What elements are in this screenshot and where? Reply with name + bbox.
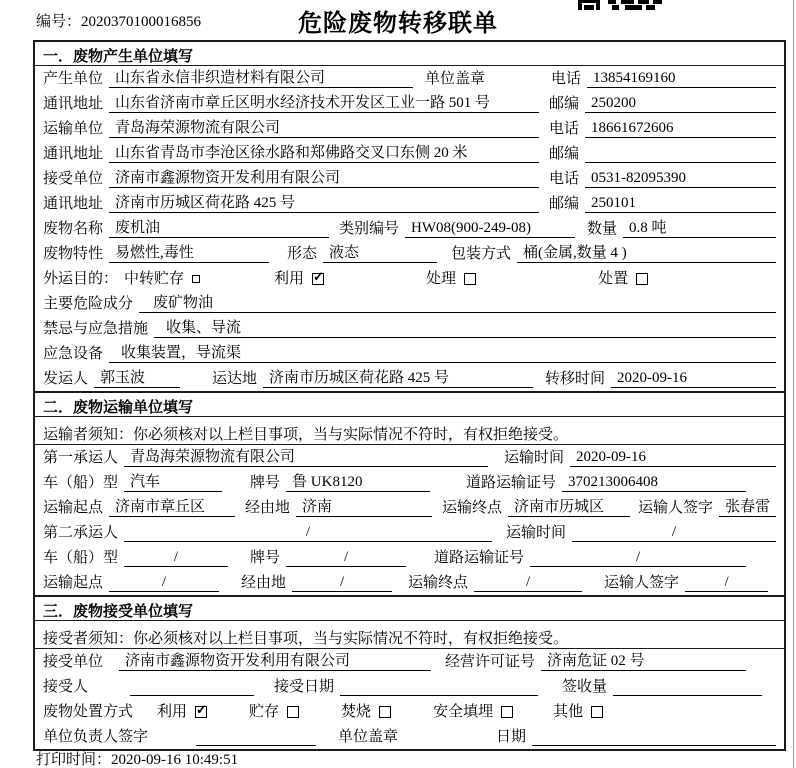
producer-zip-value: 250200 — [585, 94, 776, 113]
row-producer-unit — [35, 66, 784, 91]
option-label: 利用 — [274, 271, 305, 287]
section3-title: 三．废物接受单位填写 — [35, 597, 784, 621]
packing-label: 包装方式 — [451, 246, 512, 262]
address-label: 通讯地址 — [43, 96, 104, 112]
utilize-checkbox — [312, 273, 324, 285]
transfer-date-value: 2020-09-16 — [611, 369, 776, 388]
option-label: 其他 — [553, 704, 584, 720]
emergency-value: 收集、导流 — [154, 319, 776, 338]
disposal-option-other — [553, 703, 603, 721]
row-receiving-unit — [35, 649, 784, 674]
received-qty-label: 签收量 — [562, 679, 608, 695]
transporter-notice: 运输者须知：你必须核对以上栏目事项，当与实际情况不符时，有权拒绝接受。 — [35, 417, 784, 445]
row-transfer-purpose — [35, 266, 784, 291]
origin-label: 运输起点 — [43, 575, 104, 591]
destination-place-label: 运达地 — [212, 371, 258, 387]
via-label: 经由地 — [241, 575, 287, 591]
dispose-checkbox — [636, 273, 648, 285]
row-emergency-measures — [35, 316, 784, 341]
option-label: 处置 — [598, 271, 629, 287]
disposal-option-utilize — [157, 703, 207, 721]
vehicle-type-label: 车（船）型 — [43, 550, 119, 566]
row-disposal-method — [35, 699, 784, 724]
print-time-line — [36, 748, 238, 768]
via-label: 经由地 — [245, 500, 291, 516]
phone-label: 电话 — [551, 71, 582, 87]
second-destination-value: / — [474, 573, 582, 592]
quantity-value: 0.8 吨 — [623, 219, 776, 238]
receiver-phone-value: 0531-82095390 — [585, 169, 776, 188]
plate-value: 鲁 UK8120 — [286, 473, 430, 492]
row-receiver-unit — [35, 166, 784, 191]
receive-date-label: 接受日期 — [274, 679, 335, 695]
received-qty-value — [613, 695, 762, 696]
address-label: 通讯地址 — [43, 196, 104, 212]
destination-label: 运输终点 — [442, 500, 503, 516]
section-receiver — [33, 595, 786, 751]
row-shipper — [35, 366, 784, 391]
receiver-unit-value: 济南市鑫源物资开发利用有限公司 — [109, 169, 539, 188]
road-permit-label: 道路运输证号 — [466, 475, 557, 491]
disposal-landfill-checkbox — [501, 706, 513, 718]
plate-label: 牌号 — [250, 550, 281, 566]
serial-label: 编号： — [36, 14, 82, 30]
purpose-option-utilize — [274, 270, 324, 288]
section2-title: 二．废物运输单位填写 — [35, 393, 784, 417]
row-producer-address — [35, 91, 784, 116]
road-permit-value: 370213006408 — [562, 473, 746, 492]
disposal-option-landfill — [433, 703, 513, 721]
producer-unit-label: 产生单位 — [43, 71, 104, 87]
row-emergency-equipment — [35, 341, 784, 366]
section-producer — [33, 40, 786, 393]
row-responsible-signature — [35, 724, 784, 749]
equipment-value: 收集装置，导流渠 — [109, 344, 776, 363]
row-second-route — [35, 570, 784, 595]
unit-seal-label: 单位盖章 — [338, 729, 399, 745]
receiving-unit-label: 接受单位 — [43, 654, 104, 670]
purpose-option-transfer-storage — [124, 270, 200, 288]
section-transporter — [33, 391, 786, 597]
row-second-vehicle — [35, 545, 784, 570]
transporter-phone-value: 18661672606 — [585, 119, 776, 138]
waste-name-value: 废机油 — [109, 219, 329, 238]
row-first-vehicle — [35, 470, 784, 495]
purpose-label: 外运目的： — [43, 271, 119, 287]
transport-time-label: 运输时间 — [506, 525, 567, 541]
transporter-address-value: 山东省青岛市李沧区徐水路和郑佛路交叉口东侧 20 米 — [109, 144, 539, 163]
disposal-incinerate-checkbox — [379, 706, 391, 718]
vehicle-type-label: 车（船）型 — [43, 475, 119, 491]
road-permit-label: 道路运输证号 — [434, 550, 525, 566]
characteristics-value: 易燃性,毒性 — [109, 244, 269, 263]
treat-checkbox — [464, 273, 476, 285]
transfer-time-label: 转移时间 — [545, 371, 606, 387]
transport-time-label: 运输时间 — [504, 450, 565, 466]
option-label: 处理 — [426, 271, 457, 287]
section1-title: 一．废物产生单位填写 — [35, 42, 784, 66]
option-label: 利用 — [157, 704, 188, 720]
zip-label: 邮编 — [549, 196, 580, 212]
equipment-label: 应急设备 — [43, 346, 104, 362]
receiver-zip-value: 250101 — [585, 194, 776, 213]
transporter-unit-label: 运输单位 — [43, 121, 104, 137]
receiving-unit-value: 济南市鑫源物资开发利用有限公司 — [119, 652, 431, 671]
vehicle-type-value: 汽车 — [124, 473, 222, 492]
row-waste-name — [35, 216, 784, 241]
recipient-label: 接受人 — [43, 679, 89, 695]
transfer-storage-checkbox — [192, 275, 200, 283]
first-carrier-label: 第一承运人 — [43, 450, 119, 466]
manifest-form — [33, 40, 786, 751]
purpose-option-treat — [426, 270, 476, 288]
plate-label: 牌号 — [250, 475, 281, 491]
option-label: 安全填埋 — [433, 704, 494, 720]
disposal-utilize-checkbox — [195, 706, 207, 718]
license-value: 济南危证 02 号 — [541, 652, 746, 671]
carrier-sign-value: 张春雷 — [719, 498, 776, 517]
form-state-label: 形态 — [287, 246, 318, 262]
disposal-storage-checkbox — [287, 706, 299, 718]
shipper-value: 郭玉波 — [94, 369, 180, 388]
document-title: 危险废物转移联单 — [298, 11, 498, 37]
destination-label: 运输终点 — [408, 575, 469, 591]
row-hazard-components — [35, 291, 784, 316]
responsible-sign-value — [196, 745, 316, 746]
characteristics-label: 废物特性 — [43, 246, 104, 262]
first-carrier-time-value: 2020-09-16 — [570, 448, 776, 467]
row-transporter-address — [35, 141, 784, 166]
destination-place-value: 济南市历城区荷花路 425 号 — [263, 369, 533, 388]
print-time-value: 2020-09-16 10:49:51 — [111, 752, 239, 768]
via-value: 济南 — [296, 498, 432, 517]
row-recipient — [35, 674, 784, 699]
producer-address-value: 山东省济南市章丘区明水经济技术开发区工业一路 501 号 — [109, 94, 539, 113]
option-label: 中转贮存 — [124, 271, 185, 287]
qr-code-fragment-icon — [578, 0, 662, 11]
category-code-value: HW08(900-249-08) — [405, 219, 575, 238]
carrier-sign-label: 运输人签字 — [604, 575, 680, 591]
print-time-label: 打印时间： — [36, 752, 112, 768]
origin-value: 济南市章丘区 — [109, 498, 235, 517]
form-state-value: 液态 — [323, 244, 437, 263]
option-label: 贮存 — [249, 704, 280, 720]
disposal-method-label: 废物处置方式 — [43, 704, 134, 720]
address-label: 通讯地址 — [43, 146, 104, 162]
first-carrier-value: 青岛海荣源物流有限公司 — [124, 448, 488, 467]
row-receiver-address — [35, 191, 784, 216]
phone-label: 电话 — [549, 171, 580, 187]
carrier-sign-label: 运输人签字 — [638, 500, 714, 516]
second-vehicle-type-value: / — [124, 548, 228, 567]
receiver-address-value: 济南市历城区荷花路 425 号 — [109, 194, 539, 213]
phone-label: 电话 — [549, 121, 580, 137]
second-road-permit-value: / — [530, 548, 746, 567]
zip-label: 邮编 — [549, 146, 580, 162]
receiver-unit-label: 接受单位 — [43, 171, 104, 187]
second-carrier-label: 第二承运人 — [43, 525, 119, 541]
second-carrier-value: / — [124, 523, 492, 542]
row-first-carrier — [35, 445, 784, 470]
row-first-route — [35, 495, 784, 520]
date-value — [532, 745, 776, 746]
option-label: 焚烧 — [341, 704, 372, 720]
row-second-carrier — [35, 520, 784, 545]
producer-unit-value: 山东省永信非织造材料有限公司 — [109, 69, 413, 88]
origin-label: 运输起点 — [43, 500, 104, 516]
disposal-option-incinerate — [341, 703, 391, 721]
date-label: 日期 — [496, 729, 527, 745]
second-origin-value: / — [109, 573, 219, 592]
zip-label: 邮编 — [549, 96, 580, 112]
second-carrier-sign-value: / — [685, 573, 768, 592]
scan-edge-artifact — [793, 0, 794, 768]
disposal-other-checkbox — [591, 706, 603, 718]
packing-value: 桶(金属,数量 4 ) — [517, 244, 776, 263]
serial-number: 2020370100016856 — [81, 14, 202, 30]
row-waste-characteristics — [35, 241, 784, 266]
shipper-label: 发运人 — [43, 371, 89, 387]
producer-phone-value: 13854169160 — [587, 69, 776, 88]
purpose-option-dispose — [598, 270, 648, 288]
second-via-value: / — [292, 573, 392, 592]
hazard-label: 主要危险成分 — [43, 296, 134, 312]
responsible-sign-label: 单位负责人签字 — [43, 729, 149, 745]
receive-date-value — [340, 695, 538, 696]
waste-name-label: 废物名称 — [43, 221, 104, 237]
category-code-label: 类别编号 — [339, 221, 400, 237]
destination-value: 济南市历城区 — [508, 498, 630, 517]
second-plate-value: / — [286, 548, 406, 567]
second-carrier-time-value: / — [572, 523, 776, 542]
recipient-value — [130, 695, 254, 696]
unit-seal-label: 单位盖章 — [425, 71, 486, 87]
transporter-unit-value: 青岛海荣源物流有限公司 — [109, 119, 539, 138]
hazard-value: 废矿物油 — [139, 294, 776, 313]
transporter-zip-value — [585, 162, 776, 163]
row-transporter-unit — [35, 116, 784, 141]
disposal-option-storage — [249, 703, 299, 721]
emergency-label: 禁忌与应急措施 — [43, 321, 149, 337]
receiver-notice: 接受者须知：你必须核对以上栏目事项，当与实际情况不符时，有权拒绝接受。 — [35, 621, 784, 649]
license-label: 经营许可证号 — [445, 654, 536, 670]
quantity-label: 数量 — [587, 221, 618, 237]
